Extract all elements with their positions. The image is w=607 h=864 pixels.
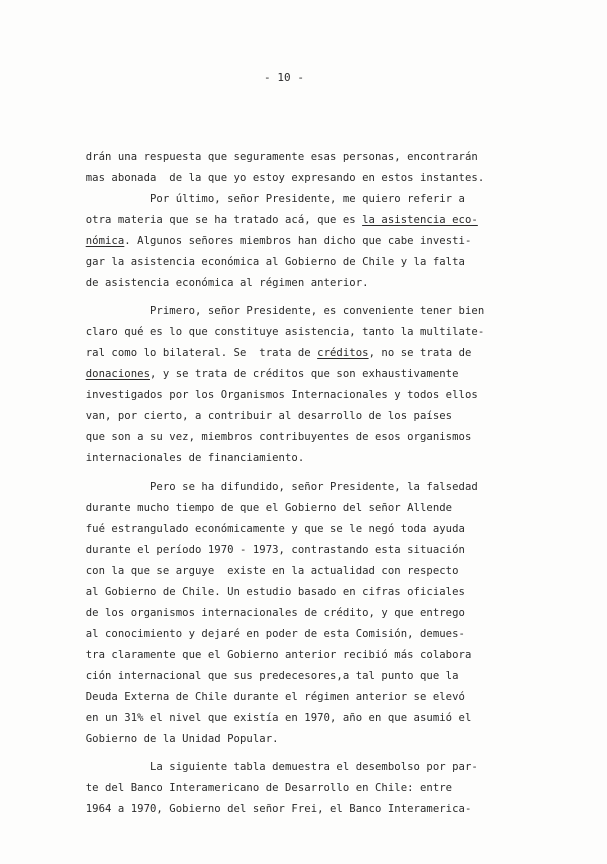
text-line: durante mucho tiempo de que el Gobierno del señor Allende: [85, 502, 453, 514]
text-line: Primero, señor Presidente, es conveniente tener bien: [85, 305, 485, 317]
text-line: otra materia que se ha tratado acá, que es la asistencia eco-: [85, 214, 478, 226]
text-line: internacionales de financiamiento.: [85, 452, 305, 464]
text-line: Deuda Externa de Chile durante el régimen anterior se elevó: [85, 691, 465, 703]
text-line: Pero se ha difundido, señor Presidente, la falsedad: [85, 481, 478, 493]
text-line: durante el período 1970 - 1973, contrastando esta situación: [85, 544, 465, 556]
text-line: Gobierno de la Unidad Popular.: [85, 733, 279, 745]
text-line: con la que se arguye existe en la actualidad con respecto: [85, 565, 459, 577]
page-number: - 10 -: [264, 71, 305, 84]
text-line: fué estrangulado económicamente y que se le negó toda ayuda: [85, 523, 465, 535]
text-line: claro qué es lo que constituye asistencia, tanto la multilate-: [85, 326, 485, 338]
text-line: que son a su vez, miembros contribuyentes de esos organismos: [85, 431, 472, 443]
text-line: Por último, señor Presidente, me quiero referir a: [85, 193, 465, 205]
text-line: de asistencia económica al régimen anterior.: [85, 277, 369, 289]
underlined-phrase: donaciones: [85, 368, 150, 380]
text-line: gar la asistencia económica al Gobierno de Chile y la falta: [85, 256, 465, 268]
text-line: en un 31% el nivel que existía en 1970, año en que asumió el: [85, 712, 472, 724]
text-line: 1964 a 1970, Gobierno del señor Frei, el Banco Interamerica-: [85, 803, 472, 815]
text-line: al conocimiento y dejaré en poder de esta Comisión, demues-: [85, 628, 465, 640]
text-line: ral como lo bilateral. Se trata de créditos, no se trata de: [85, 347, 472, 359]
underlined-phrase: créditos: [317, 347, 369, 359]
underlined-phrase: la asistencia eco-: [362, 214, 478, 226]
text-line: al Gobierno de Chile. Un estudio basado en cifras oficiales: [85, 586, 465, 598]
text-line: La siguiente tabla demuestra el desembolso por par-: [85, 761, 478, 773]
text-line: te del Banco Interamericano de Desarrollo en Chile: entre: [85, 782, 453, 794]
text-line: investigados por los Organismos Internacionales y todos ellos: [85, 389, 478, 401]
text-line: drán una respuesta que seguramente esas personas, encontrarán: [85, 151, 478, 163]
text-line: ción internacional que sus predecesores,a tal punto que la: [85, 670, 459, 682]
text-line: tra claramente que el Gobierno anterior recibió más colabora: [85, 649, 472, 661]
text-line: donaciones, y se trata de créditos que son exhaustivamente: [85, 368, 459, 380]
text-line: de los organismos internacionales de crédito, y que entrego: [85, 607, 465, 619]
text-line: mas abonada de la que yo estoy expresando en estos instantes.: [85, 172, 485, 184]
text-line: van, por cierto, a contribuir al desarrollo de los países: [85, 410, 453, 422]
underlined-phrase: nómica: [85, 235, 125, 247]
text-line: nómica. Algunos señores miembros han dicho que cabe investi-: [85, 235, 472, 247]
